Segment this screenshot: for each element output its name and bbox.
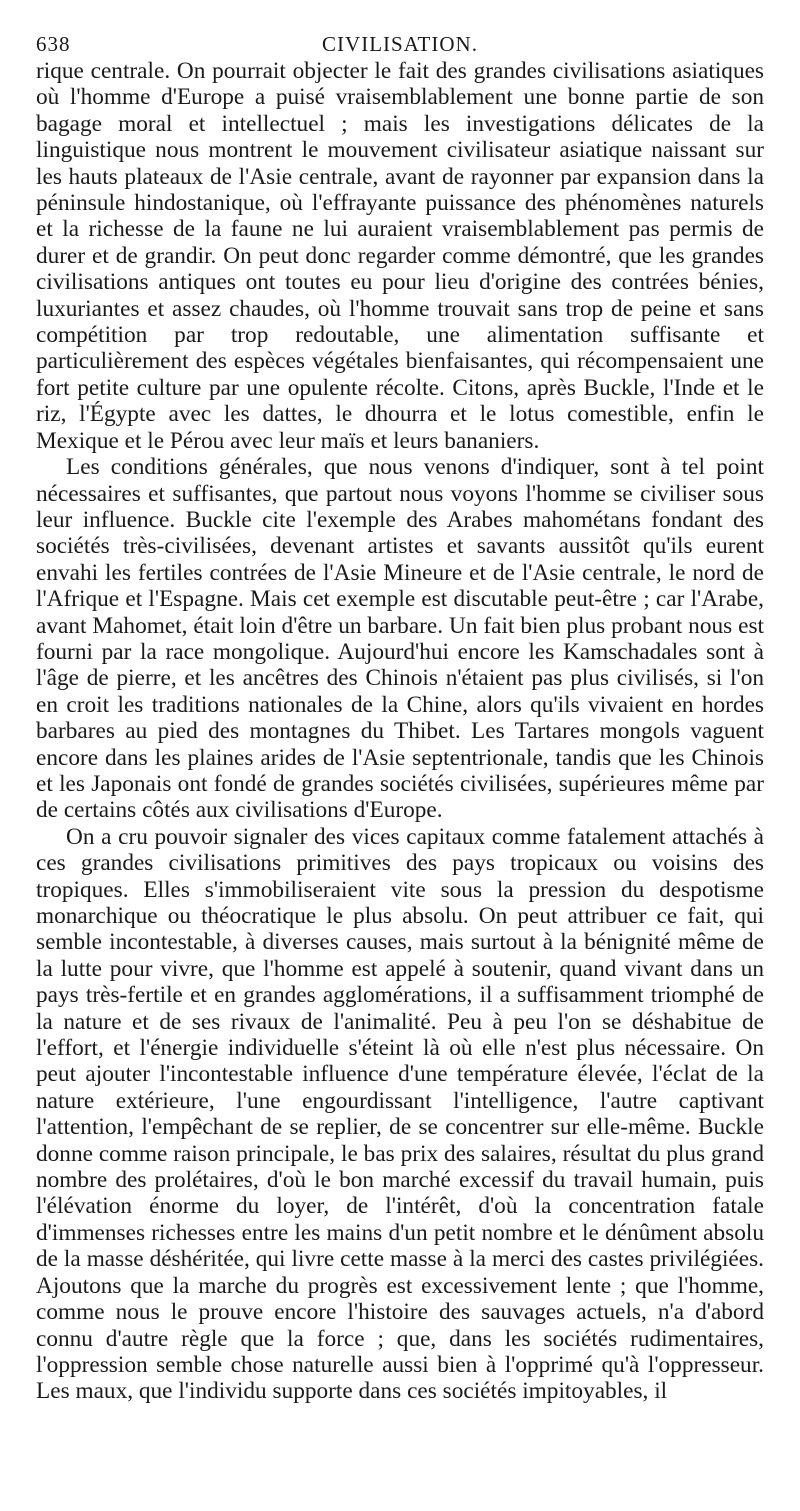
running-title: CIVILISATION. xyxy=(322,32,478,56)
body-text xyxy=(36,58,764,1405)
page-header xyxy=(36,28,764,58)
paragraph-continued: rique centrale. On pourrait objecter le fait des grandes civilisations asiatiques où l'homme d'Europe a puisé vraisemblablement une bonne partie de son bagage moral et intellectuel ; mais les investigations délicates de la linguistique nous montrent le mouvement civilisateur asiatique naissant sur les hauts plateaux de l'Asie centrale, avant de rayonner par expansion dans la péninsule hindostanique, où l'effrayante puissance des phénomènes naturels et la richesse de la faune ne lui auraient vraisemblablement pas permis de durer et de grandir. On peut donc regarder comme démontré, que les grandes civilisations antiques ont toutes eu pour lieu d'origine des contrées bénies, luxuriantes et assez chaudes, où l'homme trouvait sans trop de peine et sans compétition par trop redoutable, une alimentation suffisante et particulièrement des espèces végétales bienfaisantes, qui récompensaient une fort petite culture par une opulente récolte. Citons, après Buckle, l'Inde et le riz, l'Égypte avec les dattes, le dhourra et le lotus comestible, enfin le Mexique et le Pérou avec leur maïs et leurs bananiers. xyxy=(36,58,764,454)
paragraph: On a cru pouvoir signaler des vices capitaux comme fatalement attachés à ces grandes civilisations primitives des pays tropicaux ou voisins des tropiques. Elles s'immobiliseraient vite sous la pression du despotisme monarchique ou théocratique le plus absolu. On peut attribuer ce fait, qui semble incontestable, à diverses causes, mais surtout à la bénignité même de la lutte pour vivre, que l'homme est appelé à soutenir, quand vivant dans un pays très-fertile et en grandes agglomérations, il a suffisamment triomphé de la nature et de ses rivaux de l'animalité. Peu à peu l'on se déshabitue de l'effort, et l'énergie individuelle s'éteint là où elle n'est plus nécessaire. On peut ajouter l'incontestable influence d'une température élevée, l'éclat de la nature extérieure, l'une engourdissant l'intelligence, l'autre captivant l'attention, l'empêchant de se replier, de se concentrer sur elle-même. Buckle donne comme raison principale, le bas prix des salaires, résultat du plus grand nombre des prolétaires, d'où le bon marché excessif du travail humain, puis l'élévation énorme du loyer, de l'intérêt, d'où la concentration fatale d'immenses richesses entre les mains d'un petit nombre et le dénûment absolu de la masse déshéritée, qui livre cette masse à la merci des castes privilégiées. Ajoutons que la marche du progrès est excessivement lente ; que l'homme, comme nous le prouve encore l'histoire des sauvages actuels, n'a d'abord connu d'autre règle que la force ; que, dans les sociétés rudimentaires, l'oppression semble chose naturelle aussi bien à l'opprimé qu'à l'oppresseur. Les maux, que l'individu supporte dans ces sociétés impitoyables, il xyxy=(36,823,764,1405)
paragraph: Les conditions générales, que nous venons d'indiquer, sont à tel point nécessaires et suffisantes, que partout nous voyons l'homme se civiliser sous leur influence. Buckle cite l'exemple des Arabes mahométans fondant des sociétés très-civilisées, devenant artistes et savants aussitôt qu'ils eurent envahi les fertiles contrées de l'Asie Mineure et de l'Asie centrale, le nord de l'Afrique et l'Espagne. Mais cet exemple est discutable peut-être ; car l'Arabe, avant Mahomet, était loin d'être un barbare. Un fait bien plus probant nous est fourni par la race mongolique. Aujourd'hui encore les Kamschadales sont à l'âge de pierre, et les ancêtres des Chinois n'étaient pas plus civilisés, si l'on en croit les traditions nationales de la Chine, alors qu'ils vivaient en hordes barbares au pied des montagnes du Thibet. Les Tartares mongols vaguent encore dans les plaines arides de l'Asie septentrionale, tandis que les Chinois et les Japonais ont fondé de grandes sociétés civilisées, supérieures même par de certains côtés aux civilisations d'Europe. xyxy=(36,454,764,824)
page-number: 638 xyxy=(36,32,71,56)
